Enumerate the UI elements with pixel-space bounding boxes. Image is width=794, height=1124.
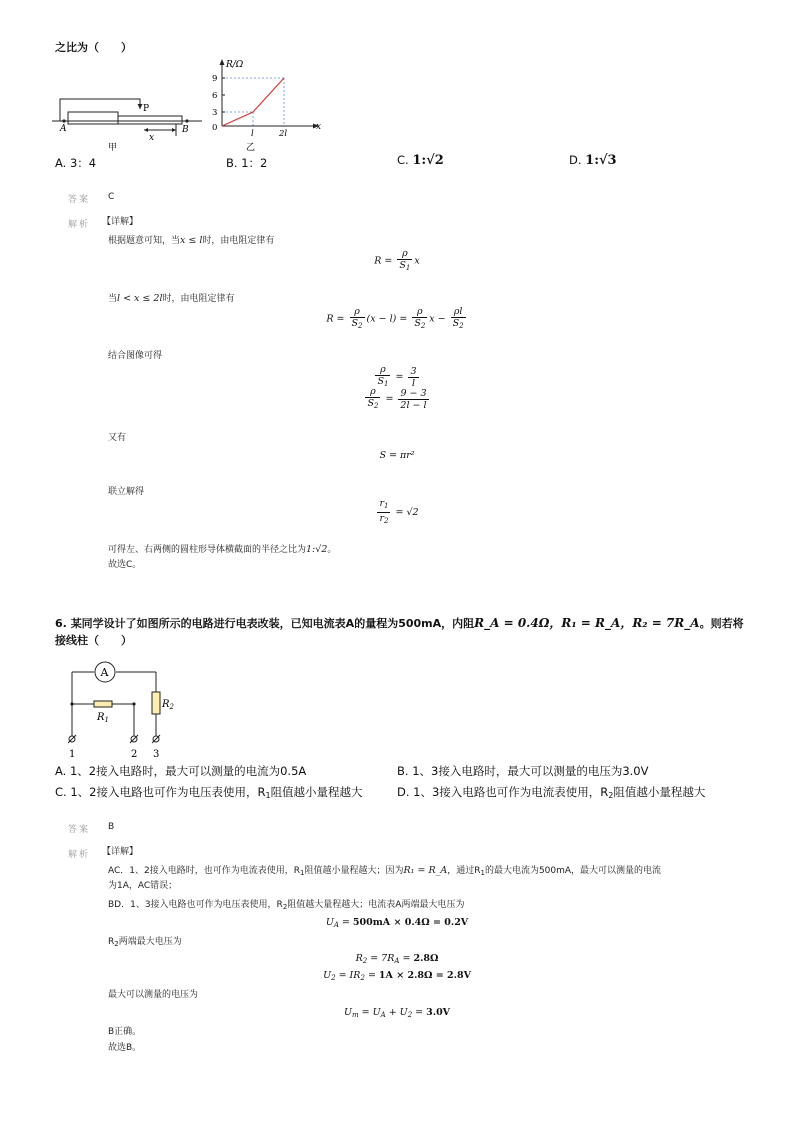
q6-option-a[interactable]: A. 1、2接入电路时，最大可以测量的电流为0.5A: [55, 764, 307, 778]
yi-ytick-6: 6: [212, 91, 218, 101]
terminal-1-label: 1: [69, 749, 76, 760]
yi-caption: 乙: [246, 143, 256, 153]
yi-xlabel: x: [316, 122, 322, 132]
figure-jia: [52, 92, 202, 154]
yi-resistance-curve: [222, 78, 284, 126]
q6-answer-label: 答案: [68, 825, 91, 835]
resistor-r1: [94, 701, 112, 707]
q5-line-4: 又有: [108, 433, 127, 443]
q5-line-3: 结合图像可得: [108, 351, 163, 361]
q6-option-b[interactable]: B. 1、3接入电路时，最大可以测量的电压为3.0V: [397, 764, 649, 778]
q5-line-2: 当l < x ≤ 2l时，由电阻定律有: [108, 293, 235, 304]
q5-eq-r2: R = $\frac{\rho}{S_2}$ (x − l) = $\frac{\rho}{S_2}$ x − $\frac{\rho l}{S_2}$: [326, 306, 464, 330]
figure-yi: [208, 56, 326, 154]
resistor-r2: [152, 692, 160, 714]
q6-eq-r2: $R_2 = 7R_A = 2.8\Omega$: [355, 953, 439, 965]
jia-conductor-left: [68, 112, 118, 124]
terminal-3-label: 3: [153, 749, 160, 760]
q5-eq-ratio: $\frac{r_1}{r_2}$ = √2: [379, 498, 419, 525]
q6-stem-math: R_A = 0.4Ω，R₁ = R_A，R₂ = 7R_A: [474, 616, 700, 630]
jia-slider-bracket: [60, 99, 140, 121]
q6-line-correct: B正确。: [108, 1027, 142, 1037]
q5-option-d-math: 1:√3: [585, 153, 617, 168]
q6-eq-um: $U_m = U_A + U_2 = 3.0V$: [343, 1007, 451, 1019]
jia-label-a: A: [60, 124, 67, 134]
q5-line-7: 故选C。: [108, 560, 142, 570]
terminal-2-label: 2: [131, 749, 138, 760]
jia-slider-arrow: [138, 104, 143, 109]
ammeter-label: A: [100, 666, 109, 679]
q5-option-c-math: 1:√2: [412, 153, 444, 168]
jia-terminal-a: [62, 119, 65, 122]
q5-option-b[interactable]: B. 1：2: [226, 156, 268, 170]
q5-eq-slope1: $\frac{\rho}{S_1}$ = $\frac{3}{l}$: [377, 364, 417, 389]
q5-answer-label: 答案: [68, 195, 91, 205]
q5-analysis-label: 解析: [68, 220, 91, 230]
jia-conductor-right: [118, 116, 182, 124]
q5-option-d[interactable]: [569, 153, 617, 168]
q5-option-c-prefix: C.: [397, 153, 409, 167]
yi-ytick-0: 0: [212, 123, 218, 133]
q6-eq-u2: $U_2 = IR_2 = 1A \times 2.8\Omega = 2.8V$: [323, 970, 471, 982]
q6-line-ac1: AC．1、2接入电路时，也可作为电流表使用，$R_1$阻值越小量程越大；因为R₁ = R_A，通过$R_1$的最大电流为500mA，最大可以测量的电流: [108, 865, 662, 877]
q6-answer-value: B: [108, 822, 115, 832]
yi-xtick-l: l: [251, 129, 254, 139]
q6-eq-ua: $U_A = 500mA \times 0.4\Omega = 0.2V$: [325, 917, 469, 929]
q5-option-a[interactable]: A. 3：4: [55, 156, 97, 170]
q5-option-c[interactable]: [397, 153, 444, 168]
jia-label-p: P: [143, 104, 150, 114]
q6-circuit: [60, 658, 190, 760]
q6-line-bd1: BD．1、3接入电路也可作为电压表使用，$R_2$阻值越大量程越大；电流表A两端最大电压为: [108, 900, 465, 911]
r2-label: $R_2$: [162, 699, 174, 711]
q5-line-6: 可得左、右两侧的圆柱形导体横截面的半径之比为1:√2。: [108, 544, 337, 555]
q6-stem-line-2: 接线柱（ ）: [55, 634, 132, 647]
q6-line-r2: $R_2$两端最大电压为: [108, 937, 182, 948]
jia-label-x: x: [149, 133, 155, 143]
jia-caption: 甲: [108, 143, 118, 153]
q5-stem-tail: 之比为（ ）: [55, 41, 132, 54]
yi-ytick-9: 9: [212, 74, 218, 84]
r1-label: $R_1$: [97, 712, 109, 724]
q5-line-5: 联立解得: [108, 487, 145, 497]
yi-ytick-3: 3: [212, 108, 218, 118]
q5-option-d-prefix: D.: [569, 153, 582, 167]
q6-option-d[interactable]: D. 1、3接入电路也可作为电流表使用，$R_2$阻值越小量程越大: [397, 785, 706, 800]
q5-eq-slope2: $\frac{\rho}{S_2}$ = $\frac{9 - 3}{2l - l}$: [367, 386, 427, 411]
q6-line-conclude: 故选B。: [108, 1043, 142, 1053]
q6-analysis-label: 解析: [68, 850, 91, 860]
q6-detail-title: 【详解】: [102, 847, 139, 857]
yi-ylabel: R/Ω: [226, 60, 244, 70]
jia-label-b: B: [182, 125, 189, 135]
q6-option-c[interactable]: C. 1、2接入电路也可作为电压表使用，$R_1$阻值越小量程越大: [55, 785, 363, 800]
jia-terminal-b: [185, 119, 188, 122]
q6-stem-line-1: 6. 某同学设计了如图所示的电路进行电表改装，已知电流表A的量程为500mA，内阻R_A = 0.4Ω，R₁ = R_A，R₂ = 7R_A。则若将: [55, 616, 744, 630]
q5-eq-area: S = πr²: [379, 450, 415, 461]
q5-eq-r1: R = $\frac{\rho}{S_1}$ x: [374, 248, 420, 272]
q5-answer-value: C: [108, 192, 115, 202]
q5-detail-title: 【详解】: [102, 217, 139, 227]
q6-line-ac2: 为1A，AC错误；: [108, 881, 178, 891]
q6-number: 6.: [55, 617, 67, 630]
q6-line-maxv: 最大可以测量的电压为: [108, 990, 199, 1000]
q5-line-1: 根据题意可知，当x ≤ l时，由电阻定律有: [108, 235, 275, 246]
yi-xtick-2l: 2l: [279, 129, 288, 139]
